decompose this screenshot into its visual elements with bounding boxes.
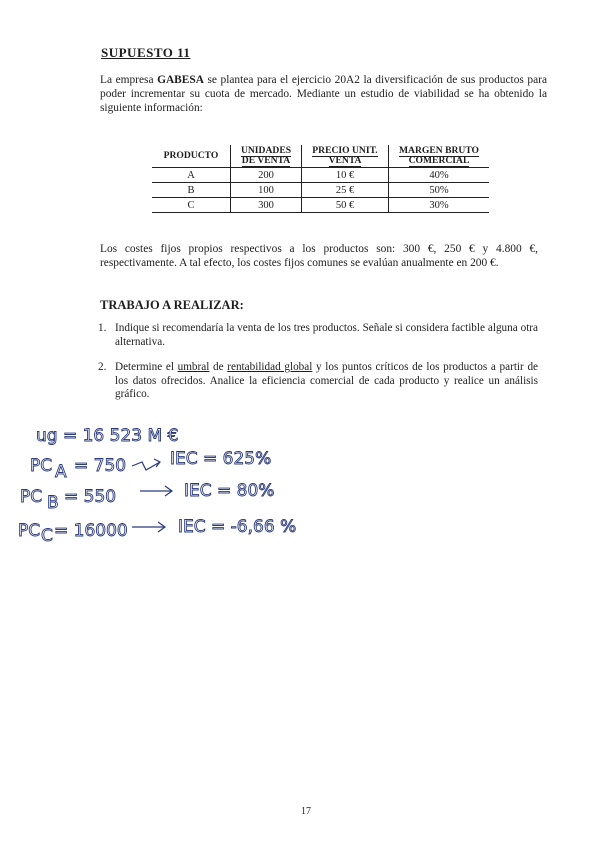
task-text: Indique si recomendaría la venta de los tres productos. Señale si considera factible alguna otra alternativa. <box>115 322 538 348</box>
fixed-costs-paragraph: Los costes fijos propios respectivos a los productos son: 300 €, 250 € y 4.800 €, respectivamente. A tal efecto, los costes fijos comunes se evalúan anualmente en 200 €. <box>100 243 538 269</box>
handwritten-pc-c-sub: C <box>41 526 53 546</box>
cell-margin: 40% <box>389 168 490 183</box>
handwritten-iec-c: IEC = -6,66 % <box>178 517 297 537</box>
exercise-title: SUPUESTO 11 <box>101 45 191 60</box>
cell-product: C <box>152 198 231 213</box>
page-number: 17 <box>301 806 311 817</box>
handwritten-pc-a-label: PC <box>30 456 53 476</box>
header-precio: PRECIO UNIT. VENTA <box>302 145 389 168</box>
handwritten-threshold: ug = 16 523 M € <box>36 426 179 446</box>
cell-units: 200 <box>231 168 302 183</box>
intro-after: se plantea para el ejercicio 20A2 la diversificación de sus productos para poder incrementar su cuota de mercado. Mediante un estudio de viabilidad se ha obtenido la siguiente información: <box>100 74 547 114</box>
task-text-mid: de <box>209 361 228 373</box>
underlined-term: rentabilidad global <box>227 361 313 373</box>
cell-product: A <box>152 168 231 183</box>
handwritten-pc-b-label: PC <box>20 487 43 507</box>
header-producto: PRODUCTO <box>152 145 231 168</box>
cell-price: 10 € <box>302 168 389 183</box>
task-heading: TRABAJO A REALIZAR: <box>100 298 244 312</box>
handwritten-pc-c-value: = 16000 <box>54 521 128 541</box>
arrow-icon <box>140 486 172 496</box>
handwritten-pc-a-sub: A <box>55 462 67 482</box>
cell-units: 300 <box>231 198 302 213</box>
header-margen: MARGEN BRUTO COMERCIAL <box>389 145 490 168</box>
header-unidades: UNIDADES DE VENTA <box>231 145 302 168</box>
underlined-term: umbral <box>177 361 210 373</box>
handwritten-iec-b: IEC = 80% <box>184 481 275 501</box>
cell-price: 25 € <box>302 183 389 198</box>
cell-product: B <box>152 183 231 198</box>
task-text-pre: Determine el <box>115 361 178 373</box>
cell-margin: 50% <box>389 183 490 198</box>
handwritten-pc-b-value: = 550 <box>64 487 117 507</box>
task-number: 1. <box>98 322 107 334</box>
task-text-rest: y los puntos críticos de los productos a partir de los datos ofrecidos. Analice la eficiencia comercial de cada producto y realice un análisis gráfico. <box>115 361 538 400</box>
arrow-icon <box>132 459 160 470</box>
cell-units: 100 <box>231 183 302 198</box>
handwritten-pc-a-value: = 750 <box>74 456 127 476</box>
intro-before: La empresa <box>100 74 158 86</box>
cell-price: 50 € <box>302 198 389 213</box>
handwritten-pc-c-label: PC <box>18 521 41 541</box>
company-name: GABESA <box>157 74 204 86</box>
arrow-icon <box>132 522 165 532</box>
handwritten-pc-b-sub: B <box>47 493 59 513</box>
cell-margin: 30% <box>389 198 490 213</box>
handwritten-iec-a: IEC = 625% <box>170 449 272 469</box>
task-number: 2. <box>98 361 107 373</box>
